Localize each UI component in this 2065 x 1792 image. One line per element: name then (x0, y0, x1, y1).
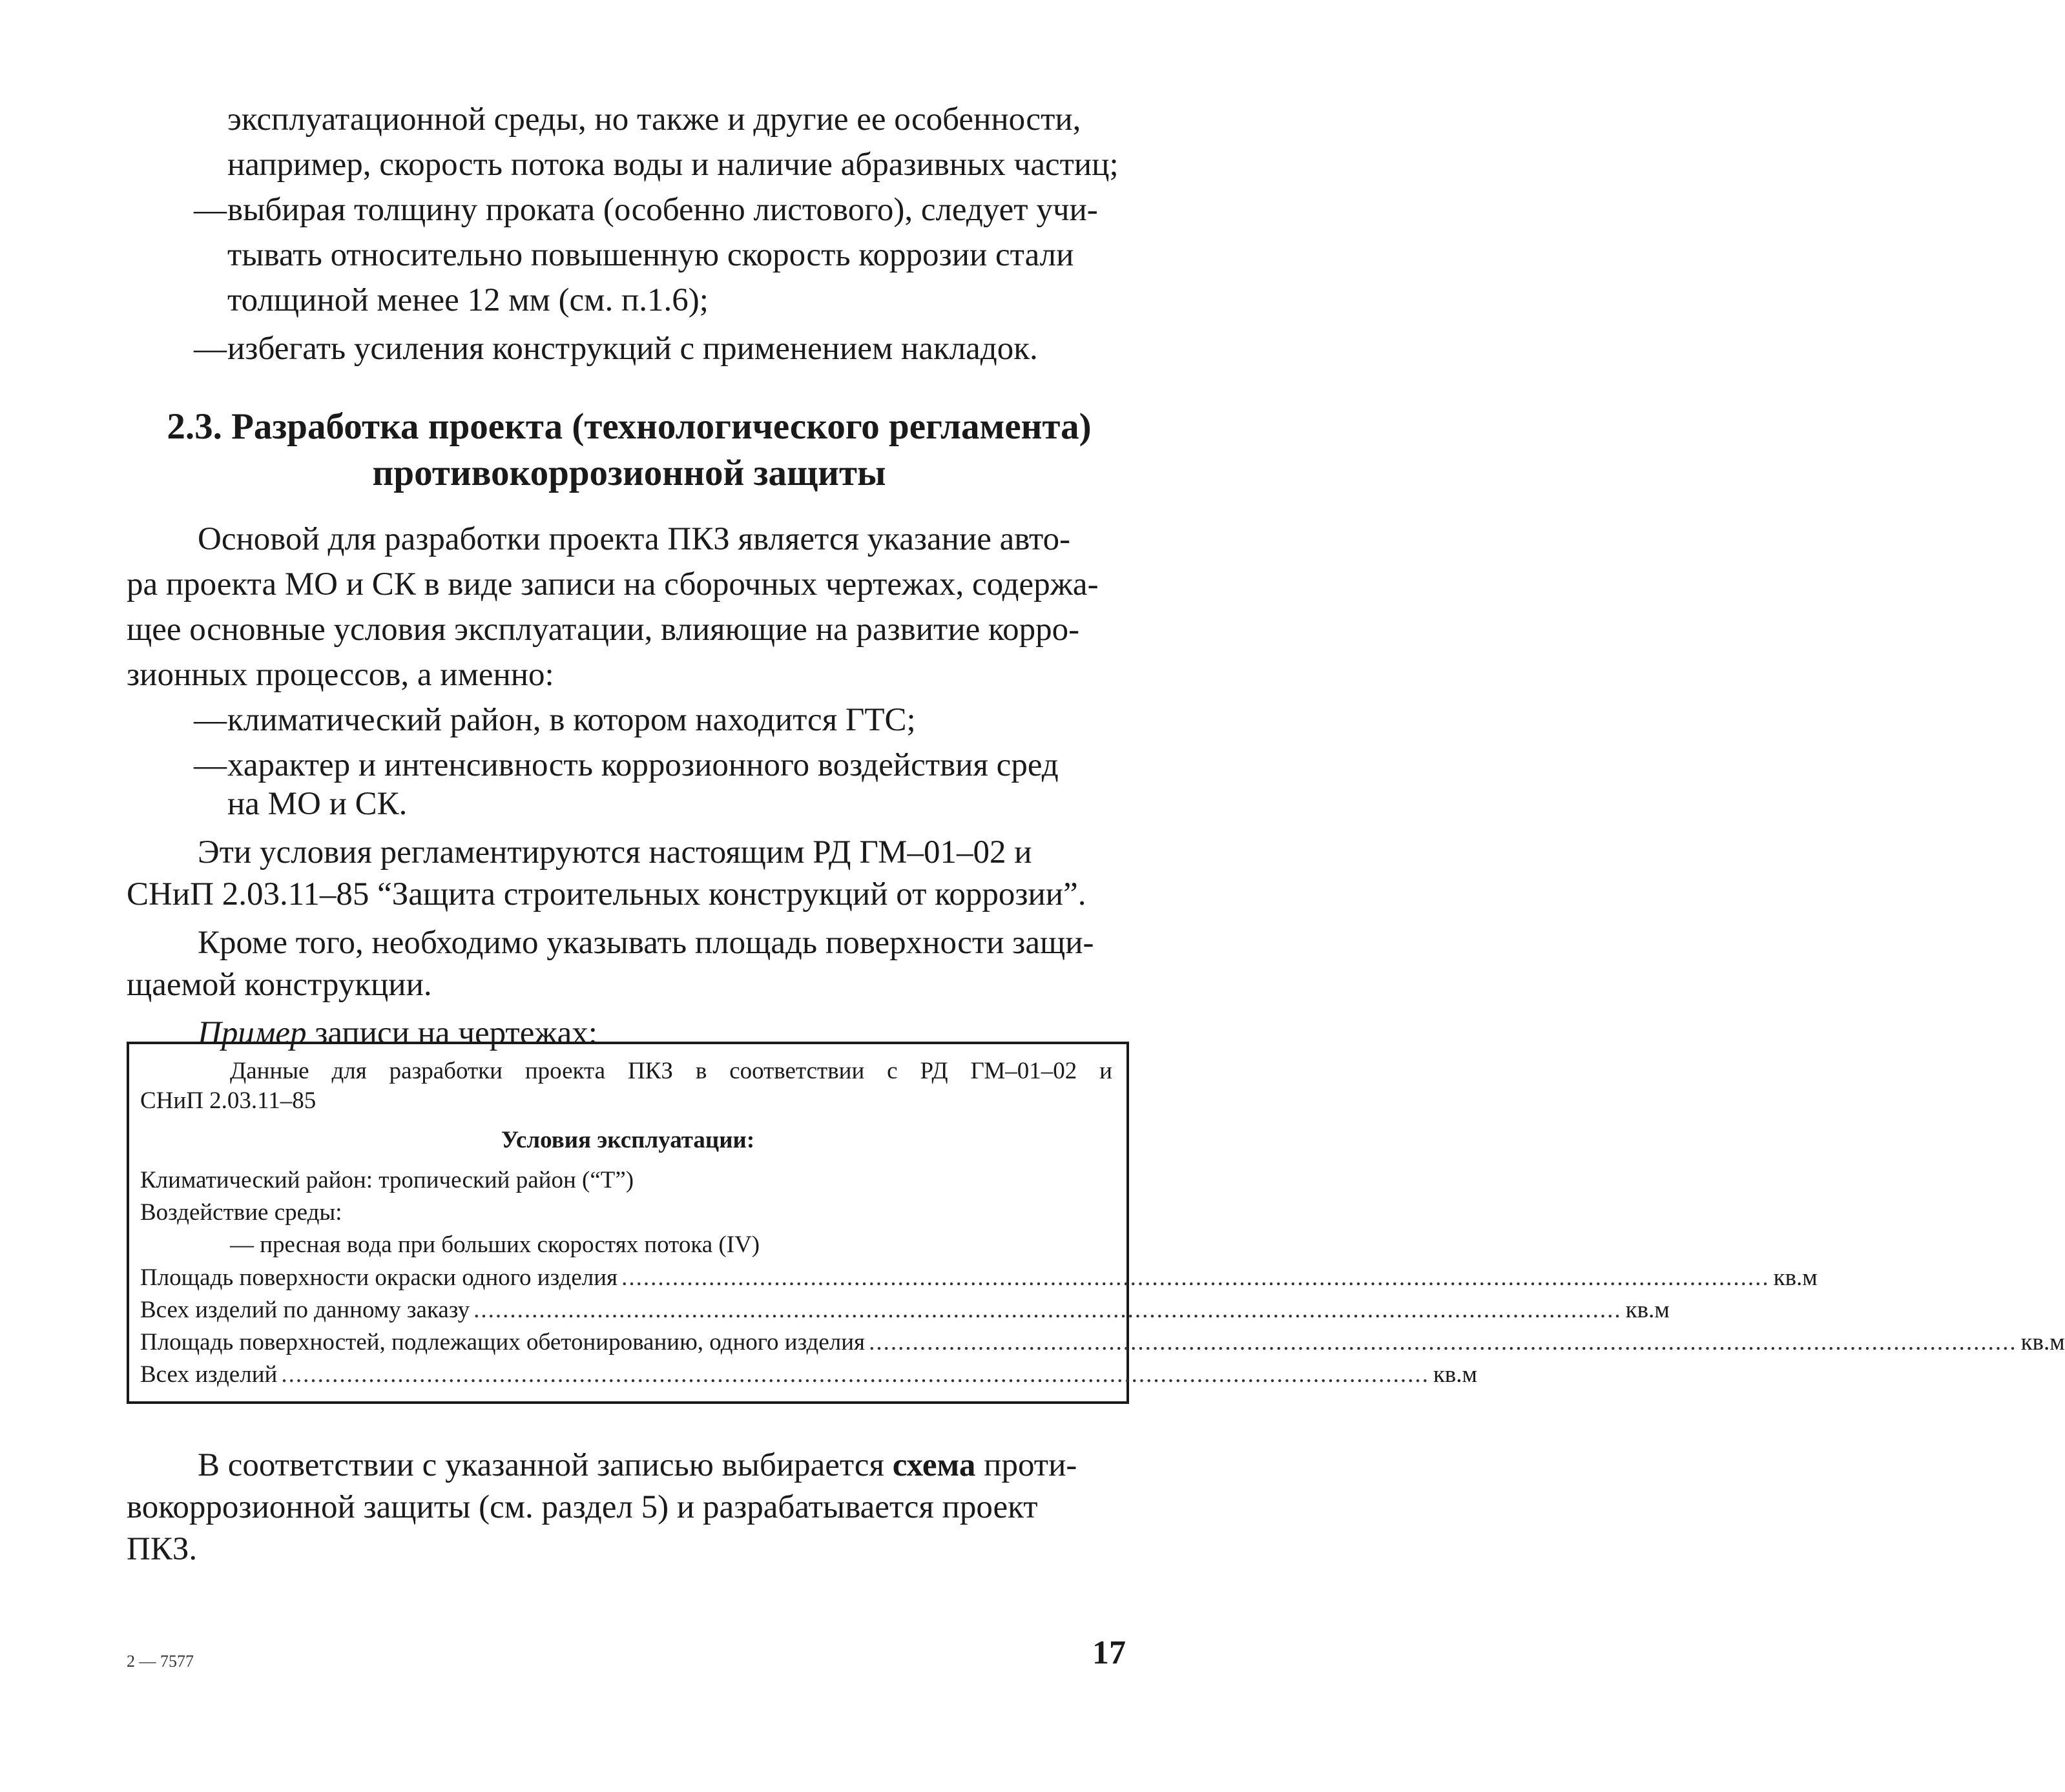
continuation-line: эксплуатационной среды, но также и другие ее особенности, (227, 101, 1081, 138)
dot-leader: .............................................................................................................................................................. (869, 1329, 2017, 1355)
paragraph-line: щаемой конструкции. (127, 967, 432, 1003)
box-line: Данные для разработки проекта ПКЗ в соответствии с РД ГМ–01–02 и (230, 1058, 1112, 1084)
paragraph-line: зионных процессов, а именно: (127, 657, 554, 693)
box-impact-label: Воздействие среды: (140, 1199, 342, 1226)
list-item-line: на МО и СК. (227, 786, 408, 822)
continuation-line: например, скорость потока воды и наличие абразивных частиц; (227, 147, 1119, 183)
closing-text: проти- (975, 1447, 1077, 1483)
paragraph-line (198, 1443, 1124, 1488)
list-item-line: характер и интенсивность коррозионного воздействия сред (227, 747, 1059, 783)
box-impact-item: — пресная вода при больших скоростях потока (IV) (230, 1231, 760, 1258)
dot-leader: .............................................................................................................................................................. (281, 1361, 1429, 1388)
box-conditions-title: Условия эксплуатации: (501, 1127, 755, 1153)
example-italic: Пример (198, 1015, 307, 1051)
box-area-row (140, 1326, 2065, 1359)
area-row-unit: кв.м (1433, 1361, 1477, 1388)
example-rest: записи на чертежах: (306, 1015, 597, 1051)
paragraph-line: Кроме того, необходимо указывать площадь поверхности защи- (198, 925, 1094, 961)
section-heading-line: 2.3. Разработка проекта (технологического регламента) (167, 406, 1092, 447)
paragraph-line: ПКЗ. (127, 1531, 198, 1567)
paragraph-line: Эти условия регламентируются настоящим РД ГМ–01–02 и (198, 834, 1032, 870)
list-item-line: выбирая толщину проката (особенно листового), следует учи- (227, 192, 1098, 228)
list-item-line: тывать относительно повышенную скорость коррозии стали (227, 237, 1074, 273)
area-row-unit: кв.м (1773, 1264, 1818, 1291)
section-heading (127, 404, 1132, 497)
area-row-label: Всех изделий по данному заказу (140, 1297, 470, 1323)
dot-leader: .............................................................................................................................................................. (621, 1264, 1770, 1291)
box-area-row (140, 1359, 1477, 1391)
area-row-unit: кв.м (1625, 1297, 1670, 1323)
section-heading-line: противокоррозионной защиты (372, 453, 886, 493)
list-item-line: толщиной менее 12 мм (см. п.1.6); (227, 282, 709, 318)
print-code: 2 –– 7577 (127, 1652, 194, 1671)
closing-bold-term: схема (892, 1447, 976, 1483)
box-area-row (140, 1294, 1670, 1326)
box-line: СНиП 2.03.11–85 (140, 1087, 316, 1114)
paragraph-line: СНиП 2.03.11–85 “Защита строительных конструкций от коррозии”. (127, 876, 1086, 912)
dot-leader: .............................................................................................................................................................. (473, 1297, 1622, 1323)
list-dash: — (194, 702, 227, 738)
page-number: 17 (1092, 1634, 1126, 1671)
area-row-label: Всех изделий (140, 1361, 278, 1388)
closing-text: В соответствии с указанной записью выбирается (198, 1447, 893, 1483)
area-row-unit: кв.м (2020, 1329, 2065, 1355)
paragraph-line: щее основные условия эксплуатации, влияющие на развитие корро- (127, 612, 1080, 648)
list-dash: — (194, 331, 227, 367)
paragraph-line: вокоррозионной защиты (см. раздел 5) и разрабатывается проект (127, 1489, 1038, 1525)
box-climate: Климатический район: тропический район (“Т”) (140, 1167, 634, 1193)
list-dash: — (194, 192, 227, 228)
list-item-line: избегать усиления конструкций с применением накладок. (227, 331, 1038, 367)
paragraph-line: ра проекта МО и СК в виде записи на сборочных чертежах, содержа- (127, 566, 1099, 602)
paragraph-line: Основой для разработки проекта ПКЗ является указание авто- (198, 521, 1071, 557)
area-row-label: Площадь поверхности окраски одного изделия (140, 1264, 618, 1291)
area-row-label: Площадь поверхностей, подлежащих обетонированию, одного изделия (140, 1329, 866, 1355)
list-dash: — (194, 747, 227, 783)
list-item-line: климатический район, в котором находится ГТС; (227, 702, 916, 738)
box-area-row (140, 1262, 1818, 1294)
